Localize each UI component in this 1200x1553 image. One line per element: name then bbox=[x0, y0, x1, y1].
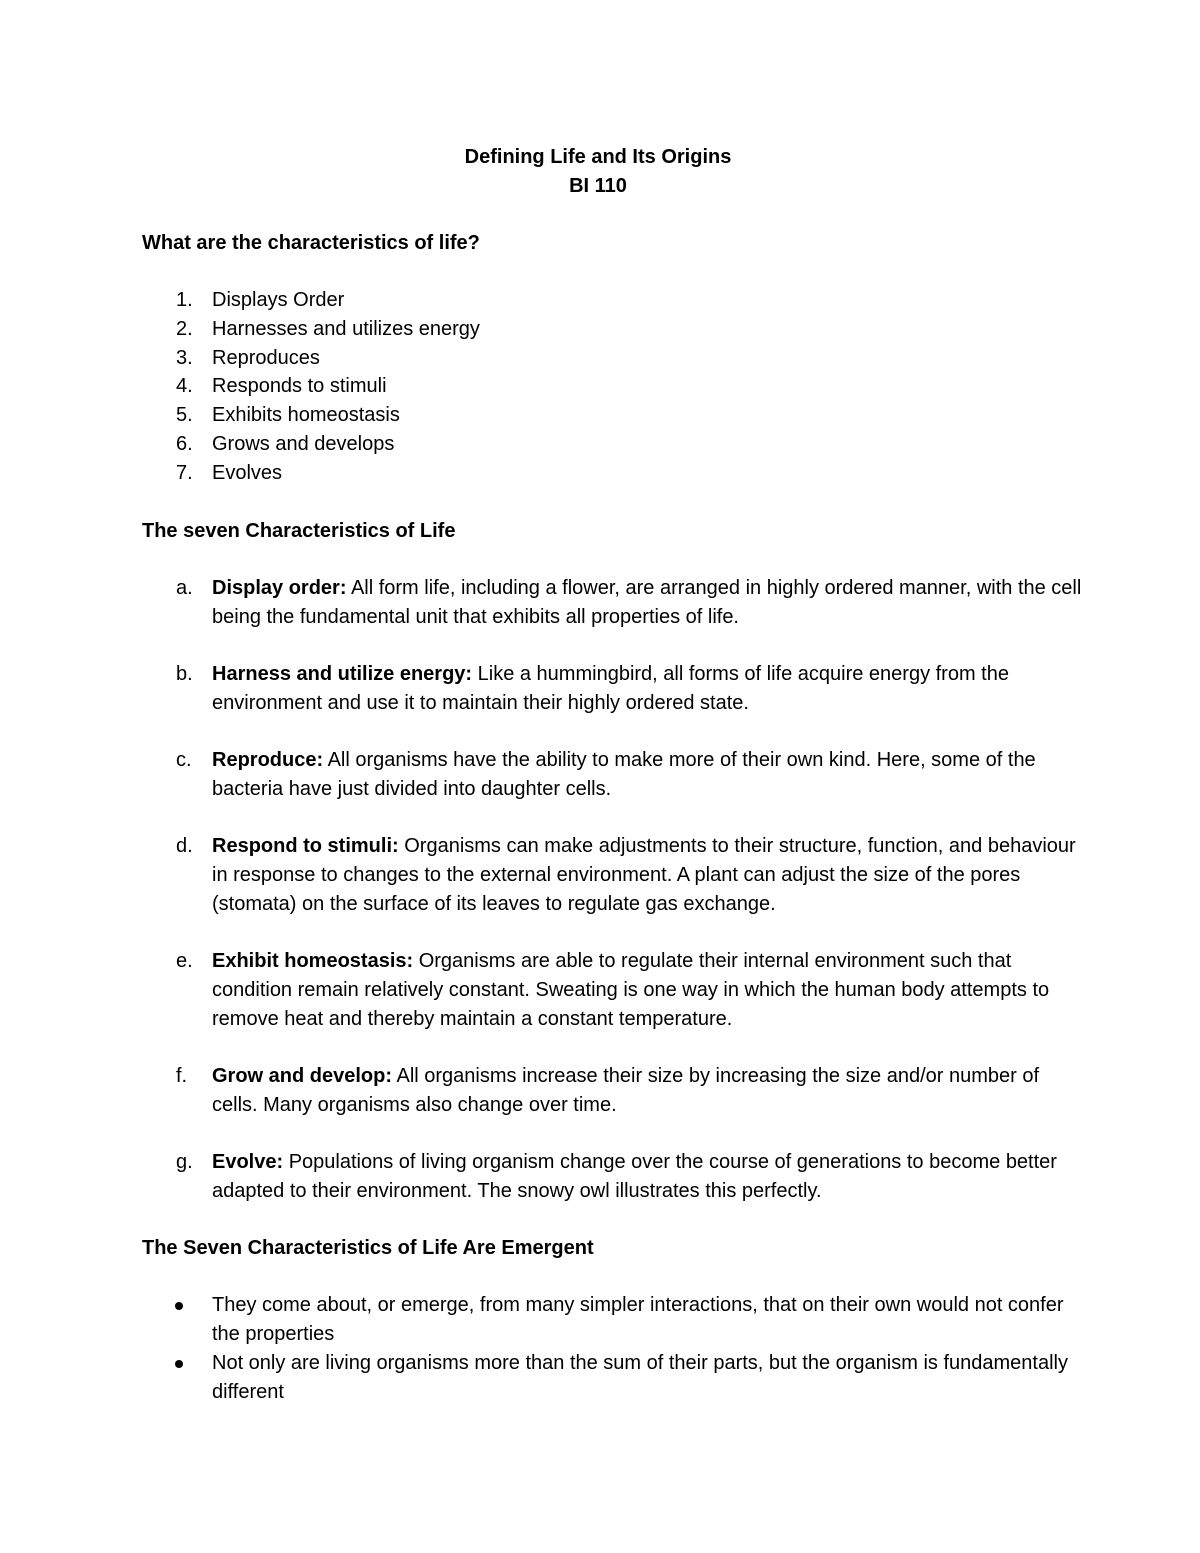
definition-text: Organisms are able to regulate their internal environment such that condition remain relatively constant. Sweating is one way in which the human body attempts to remove heat and thereby maintain a constant temperature. bbox=[212, 950, 1050, 1030]
definition-term: Grow and develop: bbox=[212, 1065, 393, 1087]
list-item-text: Displays Order bbox=[212, 289, 345, 311]
bullet-item bbox=[142, 1291, 1082, 1349]
definition-text: All organisms increase their size by increasing the size and/or number of cells. Many organisms also change over time. bbox=[212, 1065, 1040, 1116]
definition-marker: a. bbox=[176, 577, 193, 599]
definition-item bbox=[142, 660, 1082, 718]
definition-marker: e. bbox=[176, 950, 193, 972]
list-marker: 2. bbox=[176, 317, 193, 340]
bullet-dot-icon bbox=[175, 1302, 183, 1310]
list-item-text: Harnesses and utilizes energy bbox=[212, 317, 480, 340]
list-item bbox=[142, 401, 480, 430]
list-marker: 5. bbox=[176, 404, 193, 427]
emergent-heading: The Seven Characteristics of Life Are Emergent bbox=[142, 1237, 594, 1259]
list-item bbox=[142, 372, 480, 401]
definition-marker: g. bbox=[176, 1151, 193, 1173]
title-line-2: BI 110 bbox=[569, 175, 627, 197]
bullet-dot-icon bbox=[175, 1360, 183, 1368]
bullet-text: They come about, or emerge, from many simpler interactions, that on their own would not confer the properties bbox=[212, 1294, 1064, 1345]
definition-text: Populations of living organism change over the course of generations to become better adapted to their environment. The snowy owl illustrates this perfectly. bbox=[212, 1151, 1057, 1202]
definition-term: Exhibit homeostasis: bbox=[212, 950, 414, 972]
definition-text: Organisms can make adjustments to their structure, function, and behaviour in response to changes to the external environment. A plant can adjust the size of the pores (stomata) on the surface of its leaves to regulate gas exchange. bbox=[212, 835, 1076, 915]
list-item-text: Reproduces bbox=[212, 346, 320, 369]
definition-term: Display order: bbox=[212, 577, 347, 599]
definition-term: Evolve: bbox=[212, 1151, 284, 1173]
list-item-text: Evolves bbox=[212, 461, 283, 484]
list-item-text: Grows and develops bbox=[212, 432, 395, 455]
seven-characteristics-heading: The seven Characteristics of Life bbox=[142, 520, 456, 542]
list-marker: 4. bbox=[176, 375, 193, 398]
definition-marker: d. bbox=[176, 835, 193, 857]
definition-item bbox=[142, 746, 1082, 804]
definition-item bbox=[142, 1148, 1082, 1206]
definition-term: Reproduce: bbox=[212, 749, 324, 771]
title-line-1: Defining Life and Its Origins bbox=[464, 146, 732, 168]
definition-term: Respond to stimuli: bbox=[212, 835, 399, 857]
document-title bbox=[0, 143, 1196, 201]
list-item bbox=[142, 430, 480, 459]
list-item bbox=[142, 315, 480, 344]
list-marker: 1. bbox=[176, 289, 193, 311]
definition-item bbox=[142, 947, 1082, 1034]
list-item bbox=[142, 459, 480, 488]
list-marker: 3. bbox=[176, 346, 193, 369]
list-marker: 7. bbox=[176, 461, 193, 484]
definition-text: All organisms have the ability to make more of their own kind. Here, some of the bacteria have just divided into daughter cells. bbox=[212, 749, 1036, 800]
definition-marker: c. bbox=[176, 749, 192, 771]
definition-text: All form life, including a flower, are arranged in highly ordered manner, with the cell being the fundamental unit that exhibits all properties of life. bbox=[212, 577, 1082, 628]
bullet-item bbox=[142, 1349, 1082, 1407]
list-item-text: Exhibits homeostasis bbox=[212, 404, 400, 427]
list-marker: 6. bbox=[176, 432, 193, 455]
definition-marker: f. bbox=[176, 1065, 188, 1087]
definition-text: Like a hummingbird, all forms of life acquire energy from the environment and use it to maintain their highly ordered state. bbox=[212, 663, 1009, 714]
list-item bbox=[142, 286, 480, 315]
list-item-text: Responds to stimuli bbox=[212, 375, 387, 398]
list-item bbox=[142, 344, 480, 373]
definition-marker: b. bbox=[176, 663, 193, 685]
characteristics-list bbox=[142, 286, 480, 488]
definition-term: Harness and utilize energy: bbox=[212, 663, 473, 685]
definition-item bbox=[142, 574, 1082, 632]
question-heading: What are the characteristics of life? bbox=[142, 232, 480, 254]
definition-item bbox=[142, 832, 1082, 919]
definition-item bbox=[142, 1062, 1082, 1120]
bullet-text: Not only are living organisms more than the sum of their parts, but the organism is fundamentally different bbox=[212, 1352, 1068, 1403]
